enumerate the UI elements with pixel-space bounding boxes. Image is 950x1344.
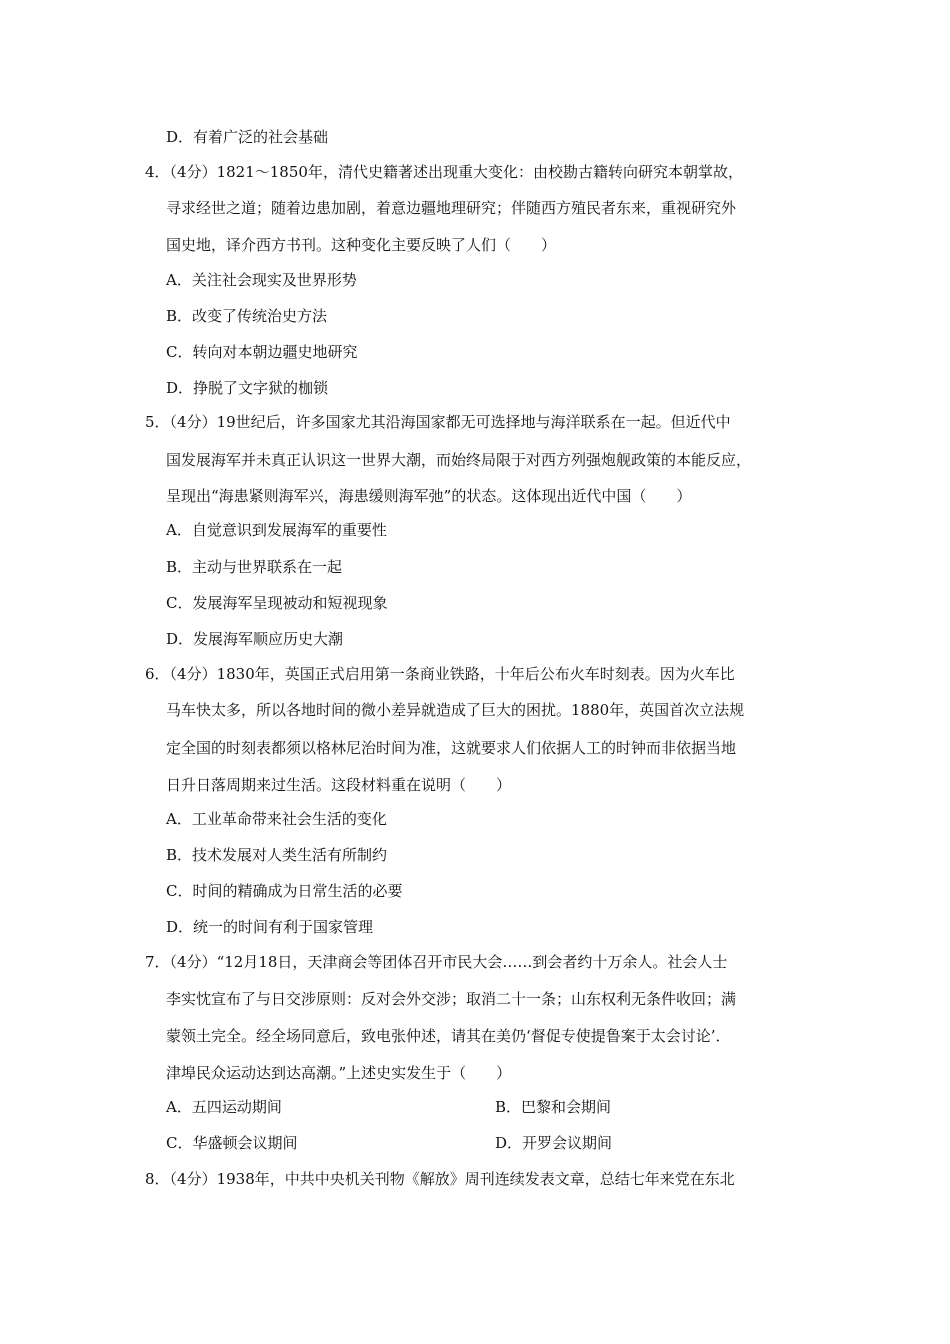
question-4-option-d[interactable]: D．挣脱了文字狱的枷锁 [166, 379, 329, 397]
question-4-option-b[interactable]: B．改变了传统治史方法 [166, 307, 328, 325]
question-7-option-d[interactable]: D．开罗会议期间 [495, 1134, 613, 1152]
question-4-stem-line-2: 寻求经世之道；随着边患加剧，着意边疆地理研究；伴随西方殖民者东来，重视研究外 [166, 199, 737, 217]
question-6-option-c[interactable]: C．时间的精确成为日常生活的必要 [166, 882, 403, 900]
question-5-option-a[interactable]: A．自觉意识到发展海军的重要性 [166, 521, 387, 539]
question-7-stem-line-2: 李实忱宣布了与日交涉原则：反对会外交涉；取消二十一条；山东权利无条件收回；满 [166, 990, 737, 1008]
question-number: 4． [145, 163, 170, 181]
question-6-stem-line-1: 6．（4分）1830年，英国正式启用第一条商业铁路，十年后公布火车时刻表。因为火车比 [145, 665, 735, 683]
question-6-option-d[interactable]: D．统一的时间有利于国家管理 [166, 918, 374, 936]
question-7-stem-line-3: 蒙领土完全。经全场同意后，致电张仲述，请其在美仍‘督促专使提鲁案于太会讨论’． [166, 1027, 731, 1045]
question-7-stem-line-1: 7．（4分）“12月18日，天津商会等团体召开市民大会……到会者约十万余人。社会人士 [145, 953, 728, 971]
question-6-stem-line-3: 定全国的时刻表都须以格林尼治时间为准，这就要求人们依据人工的时钟而非依据当地 [166, 739, 737, 757]
question-6-stem-line-4: 日升日落周期来过生活。这段材料重在说明（ ） [166, 776, 512, 794]
question-7-option-c[interactable]: C．华盛顿会议期间 [166, 1134, 298, 1152]
question-4-option-c[interactable]: C．转向对本朝边疆史地研究 [166, 343, 358, 361]
question-6-stem-line-2: 马车快太多，所以各地时间的微小差异就造成了巨大的困扰。1880年，英国首次立法规 [166, 701, 745, 719]
question-4-option-a[interactable]: A．关注社会现实及世界形势 [166, 271, 357, 289]
question-5-option-d[interactable]: D．发展海军顺应历史大潮 [166, 630, 344, 648]
question-5-option-b[interactable]: B．主动与世界联系在一起 [166, 558, 343, 576]
question-number: 8． [145, 1170, 170, 1188]
question-5-stem-line-2: 国发展海军并未真正认识这一世界大潮，而始终局限于对西方列强炮舰政策的本能反应， [166, 451, 752, 469]
question-7-option-b[interactable]: B．巴黎和会期间 [495, 1098, 612, 1116]
question-5-stem-line-3: 呈现出“海患紧则海军兴，海患缓则海军弛”的状态。这体现出近代中国（ ） [166, 487, 692, 505]
question-4-stem-line-3: 国史地，译介西方书刊。这种变化主要反映了人们（ ） [166, 236, 557, 254]
question-6-option-a[interactable]: A．工业革命带来社会生活的变化 [166, 810, 387, 828]
question-4-stem-line-1: 4．（4分）1821～1850年，清代史籍著述出现重大变化：由校勘古籍转向研究本朝掌故， [145, 163, 743, 181]
carryover-option-d: D．有着广泛的社会基础 [166, 128, 329, 146]
question-5-stem-line-1: 5．（4分）19世纪后，许多国家尤其沿海国家都无可选择地与海洋联系在一起。但近代中 [145, 413, 731, 431]
question-8-stem-line-1: 8．（4分）1938年，中共中央机关刊物《解放》周刊连续发表文章，总结七年来党在东北 [145, 1170, 735, 1188]
question-5-option-c[interactable]: C．发展海军呈现被动和短视现象 [166, 594, 388, 612]
question-number: 6． [145, 665, 170, 683]
question-7-option-a[interactable]: A．五四运动期间 [166, 1098, 282, 1116]
question-7-stem-line-4: 津埠民众运动达到达高潮。”上述史实发生于（ ） [166, 1064, 512, 1082]
question-number: 5． [145, 413, 170, 431]
question-number: 7． [145, 953, 170, 971]
question-6-option-b[interactable]: B．技术发展对人类生活有所制约 [166, 846, 388, 864]
